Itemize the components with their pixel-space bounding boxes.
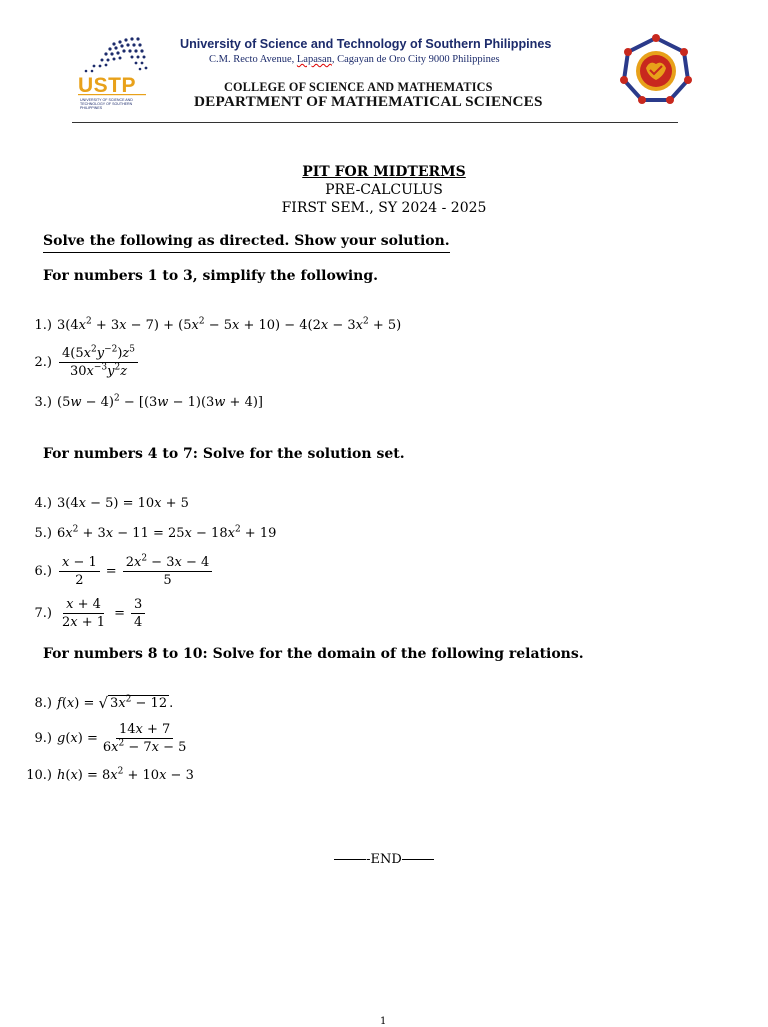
problem-expression: $3(4x^2 + 3x - 7) + (5x^2 - 5x + 10) - 4(2x - 3x^2 + 5)$ — [57, 316, 402, 333]
problem-2 — [16, 346, 140, 379]
problem-4 — [16, 496, 189, 511]
problem-number: 3.) — [34, 395, 52, 410]
section-heading-3: For numbers 8 to 10: Solve for the domain of the following relations. — [43, 646, 584, 662]
problem-expression: $\frac{4(5x^2y^{-2})z^5}{30x^{-3}y^2z}$ — [59, 346, 138, 379]
problem-number: 8.) — [34, 695, 52, 711]
problem-number: 7.) — [34, 606, 52, 621]
problem-expression: $(5w - 4)^2 - [(3w - 1)(3w + 4)]$ — [57, 393, 263, 410]
header-divider — [72, 122, 678, 123]
problem-number: 1.) — [34, 318, 52, 333]
problem-7 — [16, 597, 147, 630]
problem-number: 2.) — [34, 355, 52, 370]
problem-expression: $h(x) = 8x^2 + 10x - 3$ — [57, 766, 194, 783]
problem-expression: f ( x ) = √ $3x^2 - 12$ . — [57, 694, 174, 712]
department-name: DEPARTMENT OF MATHEMATICAL SCIENCES — [194, 93, 543, 110]
exam-subject: PRE-CALCULUS — [325, 182, 443, 198]
university-address: C.M. Recto Avenue, Lapasan, Cagayan de Oro City 9000 Philippines — [209, 54, 500, 65]
end-marker: -END — [0, 852, 768, 867]
exam-term: FIRST SEM., SY 2024 - 2025 — [281, 200, 487, 216]
problem-number: 9.) — [34, 731, 52, 746]
exam-instructions: Solve the following as directed. Show your solution. — [43, 233, 450, 253]
problem-8 — [16, 695, 173, 711]
university-name: University of Science and Technology of Southern Philippines — [180, 37, 552, 51]
logo-subtext: UNIVERSITY OF SCIENCE AND TECHNOLOGY OF SOUTHERN PHILIPPINES — [80, 98, 133, 110]
problem-number: 6.) — [34, 564, 52, 579]
problem-expression: $\frac{x - 1}{2}$ = $\frac{2x^2 - 3x - 4}{5}$ — [57, 555, 214, 588]
department-emblem-icon — [620, 34, 692, 106]
problem-6 — [16, 555, 214, 588]
college-name: COLLEGE OF SCIENCE AND MATHEMATICS — [224, 80, 493, 94]
problem-expression: 3(4x − 5) = 10x + 5 — [57, 496, 189, 511]
problem-expression: $\frac{x + 4}{2x + 1}$ = $\frac{3}{4}$ — [57, 597, 147, 630]
problem-number: 5.) — [34, 526, 52, 541]
problem-3 — [16, 395, 263, 410]
section-heading-2: For numbers 4 to 7: Solve for the solution set. — [43, 446, 405, 462]
logo-wordmark: USTP — [78, 74, 137, 97]
problem-10 — [16, 768, 194, 783]
exam-title: PIT FOR MIDTERMS — [302, 164, 466, 180]
letterhead — [72, 30, 678, 122]
problem-number: 10.) — [26, 768, 52, 783]
problem-expression: $6x^2 + 3x - 11 = 25x - 18x^2 + 19$ — [57, 524, 277, 541]
page-number: 1 — [380, 1016, 387, 1027]
problem-1 — [16, 318, 401, 333]
problem-expression: g ( x ) = $\frac{14x + 7}{6x^2 - 7x - 5}$ — [57, 722, 187, 755]
problem-number: 4.) — [34, 496, 52, 511]
problem-9 — [16, 722, 191, 755]
section-heading-1: For numbers 1 to 3, simplify the following. — [43, 268, 378, 284]
problem-5 — [16, 526, 276, 541]
